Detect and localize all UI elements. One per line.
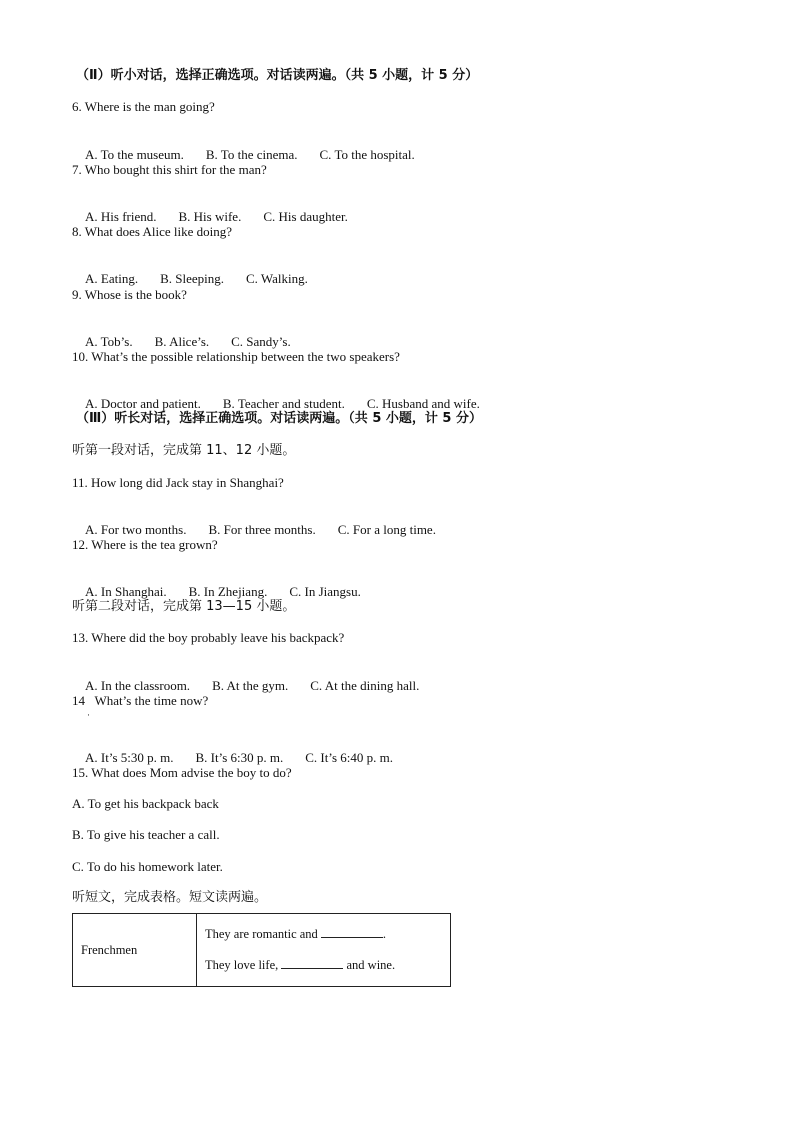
option-b: B. Alice’s. (154, 334, 210, 349)
option-a: A. His friend. (85, 209, 157, 224)
question-14: 14 What’s the time now? (72, 693, 209, 708)
option-b: B. For three months. (208, 522, 316, 537)
option-b: B. Sleeping. (160, 271, 224, 286)
fill-in-table (72, 913, 451, 987)
option-b: B. In Zhejiang. (188, 584, 268, 599)
option-15-b: B. To give his teacher a call. (72, 827, 220, 842)
table-line-1 (205, 919, 449, 950)
option-a: A. For two months. (85, 522, 187, 537)
option-15-c: C. To do his homework later. (72, 859, 223, 874)
table-label-cell (73, 914, 197, 987)
table-content-cell (197, 914, 451, 987)
option-c: C. His daughter. (263, 209, 348, 224)
option-c: C. To the hospital. (319, 147, 415, 162)
option-c: C. Husband and wife. (366, 396, 480, 411)
option-b: B. Teacher and student. (222, 396, 345, 411)
option-a: A. It’s 5:30 p. m. (85, 750, 174, 765)
passage-intro: 听短文，完成表格。短文读两遍。 (72, 890, 268, 905)
stray-dot-mark: · (87, 710, 90, 720)
section-3-heading: （Ⅲ）听长对话，选择正确选项。对话读两遍。（共 5 小题，计 5 分） (76, 411, 482, 426)
question-12: 12. Where is the tea grown? (72, 537, 218, 552)
line-2-end: and wine. (343, 958, 396, 972)
answer-blank-2[interactable] (281, 956, 343, 969)
dialogue-1-intro: 听第一段对话，完成第 11、12 小题。 (72, 443, 296, 458)
option-a: A. Doctor and patient. (85, 396, 201, 411)
option-c: C. Walking. (246, 271, 308, 286)
option-c: C. It’s 6:40 p. m. (305, 750, 394, 765)
table-line-2 (205, 950, 449, 981)
question-11: 11. How long did Jack stay in Shanghai? (72, 475, 284, 490)
question-6: 6. Where is the man going? (72, 99, 215, 114)
question-13: 13. Where did the boy probably leave his backpack? (72, 630, 345, 645)
question-7: 7. Who bought this shirt for the man? (72, 162, 267, 177)
option-c: C. In Jiangsu. (289, 584, 361, 599)
line-1-text: They are romantic and (205, 927, 321, 941)
option-a: A. In Shanghai. (85, 584, 167, 599)
option-c: C. For a long time. (337, 522, 436, 537)
option-15-a: A. To get his backpack back (72, 796, 219, 811)
option-b: B. It’s 6:30 p. m. (195, 750, 284, 765)
line-1-end: . (382, 927, 387, 941)
option-a: A. To the museum. (85, 147, 184, 162)
option-a: A. Eating. (85, 271, 139, 286)
dialogue-2-intro: 听第二段对话，完成第 13—15 小题。 (72, 599, 296, 614)
question-9: 9. Whose is the book? (72, 287, 187, 302)
option-a: A. In the classroom. (85, 678, 191, 693)
answer-blank-1[interactable] (321, 925, 383, 938)
option-b: B. To the cinema. (205, 147, 298, 162)
question-15: 15. What does Mom advise the boy to do? (72, 765, 292, 780)
option-b: B. His wife. (178, 209, 242, 224)
option-a: A. Tob’s. (85, 334, 133, 349)
option-c: C. At the dining hall. (310, 678, 420, 693)
line-2-text: They love life, (205, 958, 282, 972)
option-c: C. Sandy’s. (231, 334, 291, 349)
question-10: 10. What’s the possible relationship between the two speakers? (72, 349, 400, 364)
question-8: 8. What does Alice like doing? (72, 224, 233, 239)
section-2-heading: （Ⅱ）听小对话，选择正确选项。对话读两遍。（共 5 小题，计 5 分） (76, 68, 479, 83)
table-label: Frenchmen (81, 942, 138, 957)
option-b: B. At the gym. (212, 678, 289, 693)
